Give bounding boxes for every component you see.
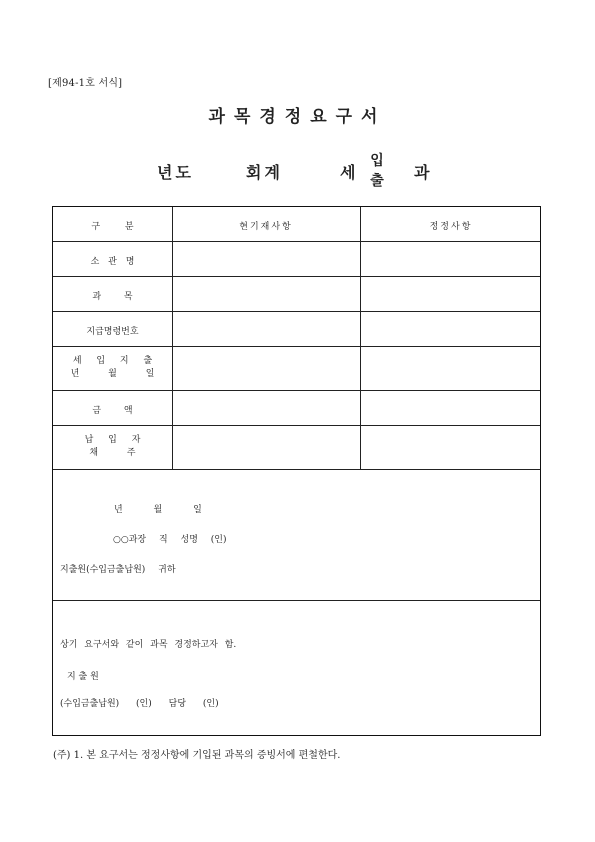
approval-officer: 지 출 원: [67, 672, 99, 682]
subtitle-year: 년도: [157, 163, 194, 182]
subtitle-tax: 세: [340, 163, 356, 182]
form-code: [제94-1호 서식]: [48, 78, 123, 89]
request-official-signature: ○○과장 직 성명 (인): [113, 535, 227, 545]
footnote: (주) 1. 본 요구서는 정정사항에 기입된 과목의 증빙서에 편철한다.: [53, 750, 341, 761]
row-divider: [53, 346, 540, 347]
subtitle-expense: 출: [370, 173, 384, 189]
row-divider: [53, 425, 540, 426]
subtitle-income-expense: [368, 151, 386, 191]
section-divider: [53, 600, 540, 601]
subtitle-account: 회계: [246, 163, 283, 182]
row-label-payer-line1: 납 입 자: [84, 435, 141, 445]
subtitle-gwa: 과: [414, 163, 430, 182]
approval-signature-line: (수입금출납원) (인) 담당 (인): [60, 699, 219, 709]
header-category: 구 분: [91, 222, 134, 232]
request-date: 년 월 일: [114, 505, 202, 515]
row-divider: [53, 390, 540, 391]
row-label-ministry: 소 관 명: [90, 257, 135, 267]
row-divider: [53, 469, 540, 470]
row-divider: [53, 276, 540, 277]
row-label-amount: 금 액: [92, 406, 133, 416]
row-label-payer-line2: 채 주: [89, 448, 136, 458]
column-divider: [172, 207, 173, 469]
row-label-payment-order: 지급명령번호: [86, 327, 139, 337]
row-label-date: [53, 355, 172, 381]
column-divider: [360, 207, 361, 469]
row-divider: [53, 311, 540, 312]
row-label-date-line1: 세 입 지 출: [72, 356, 153, 366]
subtitle-income: 입: [370, 153, 384, 169]
row-label-date-line2: 년 월 일: [70, 369, 155, 379]
row-label-payer: [53, 434, 172, 460]
header-current: 현기재사항: [239, 222, 293, 232]
header-corrected: 정정사항: [429, 222, 473, 232]
row-divider: [53, 241, 540, 242]
request-recipient: 지출원(수입금출납원) 귀하: [60, 565, 176, 575]
row-label-item: 과 목: [92, 292, 133, 302]
document-title: 과목경정요구서: [208, 107, 387, 127]
approval-statement: 상기 요구서와 같이 과목 경정하고자 함.: [60, 640, 237, 650]
form-table: [52, 206, 541, 736]
